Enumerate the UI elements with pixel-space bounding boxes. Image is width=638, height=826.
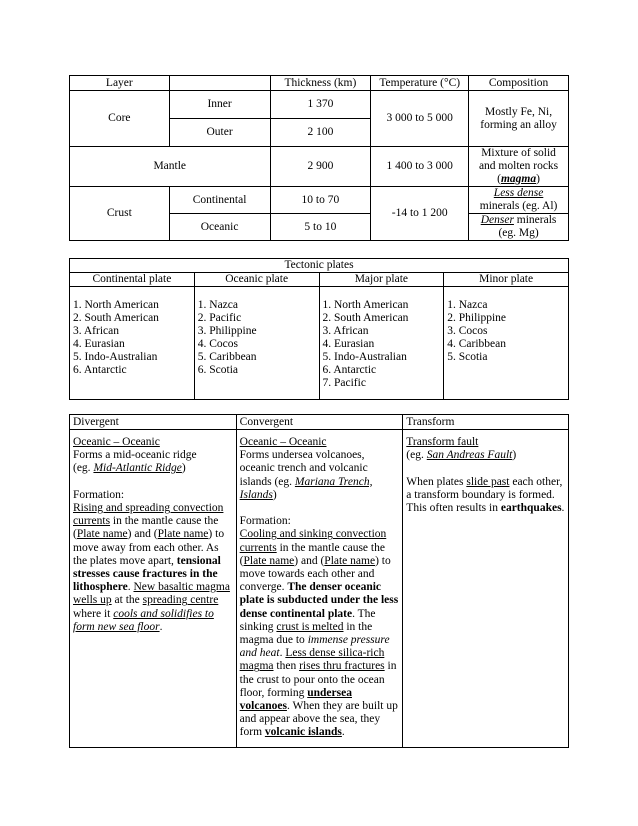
list-item: 6. Antarctic <box>322 364 377 376</box>
oceanic-crust-thickness: 5 to 10 <box>270 214 371 241</box>
continental-crust-thickness: 10 to 70 <box>270 187 371 214</box>
list-item: 5. Indo-Australian <box>73 351 158 363</box>
list-item: 5. Indo-Australian <box>322 351 407 363</box>
inner-core-label: Inner <box>169 91 270 119</box>
list-item: 3. African <box>322 325 369 337</box>
minor-plate-list <box>444 287 569 400</box>
oceanic-plate-header: Oceanic plate <box>194 273 319 287</box>
divergent-subtitle: Oceanic – Oceanic <box>73 436 160 448</box>
list-item: 2. Pacific <box>197 312 242 324</box>
outer-core-label: Outer <box>169 119 270 147</box>
plates-title: Tectonic plates <box>70 259 569 273</box>
list-item: 6. Scotia <box>197 364 239 376</box>
list-item: 2. Philippine <box>447 312 507 324</box>
convergent-header: Convergent <box>236 415 403 430</box>
divergent-header: Divergent <box>70 415 237 430</box>
convergent-subtitle: Oceanic – Oceanic <box>239 436 327 448</box>
divergent-description: Oceanic – Oceanic Forms a mid-oceanic ridge (eg. Mid-Atlantic Ridge) Formation: Rising and spreading convection currents in the mantle cause the (Plate name) and (Plate name) to move away from each other. As the plates move apart, tensional stresses cause fractures in the lithosphere. New basaltic magma wells up at the spreading centre where it cools and solidifies to form new sea floor. <box>70 430 237 748</box>
continental-plate-list <box>70 287 195 400</box>
mantle-temperature: 1 400 to 3 000 <box>371 147 469 187</box>
plate-boundaries-table <box>69 414 569 748</box>
continental-plate-header: Continental plate <box>70 273 195 287</box>
minor-plate-header: Minor plate <box>444 273 569 287</box>
mantle-label: Mantle <box>70 147 271 187</box>
mantle-composition: Mixture of solid and molten rocks (magma) <box>469 147 569 187</box>
convergent-description: Oceanic – Oceanic Forms undersea volcanoes, oceanic trench and volcanic islands (eg. Mariana Trench, Islands) Formation: Cooling and sinking convection currents in the mantle cause the (Plate name) and (Plate name) to move towards each other and converge. The denser oceanic plate is subducted under the less dense continental plate. The sinking crust is melted in the magma due to immense pressure and heat. Less dense silica-rich magma then rises thru fractures in the crust to pour onto the ocean floor, forming undersea volcanoes. When they are built up and appear above the sea, they form volcanic islands. <box>236 430 403 748</box>
list-item: 1. Nazca <box>447 299 488 311</box>
layer-header: Layer <box>70 76 170 91</box>
list-item: 5. Caribbean <box>197 351 257 363</box>
list-item: 1. North American <box>322 299 409 311</box>
list-item: 3. African <box>73 325 119 337</box>
sublayer-header-blank <box>169 76 270 91</box>
list-item: 4. Eurasian <box>322 338 375 350</box>
oceanic-crust-composition: Denser minerals (eg. Mg) <box>469 214 569 241</box>
list-item: 5. Scotia <box>447 351 488 363</box>
outer-core-thickness: 2 100 <box>270 119 371 147</box>
magma-term: magma <box>500 173 537 185</box>
tectonic-plates-table <box>69 258 569 400</box>
transform-header: Transform <box>403 415 569 430</box>
continental-crust-composition: Less dense minerals (eg. Al) <box>469 187 569 214</box>
mantle-thickness: 2 900 <box>270 147 371 187</box>
list-item: 6. Antarctic <box>73 364 127 376</box>
list-item: 2. South American <box>73 312 159 324</box>
list-item: 4. Eurasian <box>73 338 125 350</box>
core-composition: Mostly Fe, Ni, forming an alloy <box>469 91 569 147</box>
composition-header: Composition <box>469 76 569 91</box>
continental-crust-label: Continental <box>169 187 270 214</box>
list-item: 1. North American <box>73 299 159 311</box>
inner-core-thickness: 1 370 <box>270 91 371 119</box>
oceanic-plate-list <box>194 287 319 400</box>
core-label: Core <box>70 91 170 147</box>
list-item: 2. South American <box>322 312 409 324</box>
crust-temperature: -14 to 1 200 <box>371 187 469 241</box>
list-item: 3. Cocos <box>447 325 488 337</box>
list-item: 4. Cocos <box>197 338 239 350</box>
list-item: 1. Nazca <box>197 299 238 311</box>
core-temperature: 3 000 to 5 000 <box>371 91 469 147</box>
transform-description: Transform fault (eg. San Andreas Fault) When plates slide past each other, a transform boundary is formed. This often results in earthquakes. <box>403 430 569 748</box>
list-item: 7. Pacific <box>322 377 366 389</box>
crust-label: Crust <box>70 187 170 241</box>
list-item: 4. Caribbean <box>447 338 506 350</box>
list-item: 3. Philippine <box>197 325 257 337</box>
earth-layers-table <box>69 75 569 241</box>
oceanic-crust-label: Oceanic <box>169 214 270 241</box>
major-plate-header: Major plate <box>319 273 444 287</box>
major-plate-list <box>319 287 444 400</box>
thickness-header: Thickness (km) <box>270 76 371 91</box>
temperature-header: Temperature (°C) <box>371 76 469 91</box>
transform-subtitle: Transform fault <box>406 436 479 448</box>
